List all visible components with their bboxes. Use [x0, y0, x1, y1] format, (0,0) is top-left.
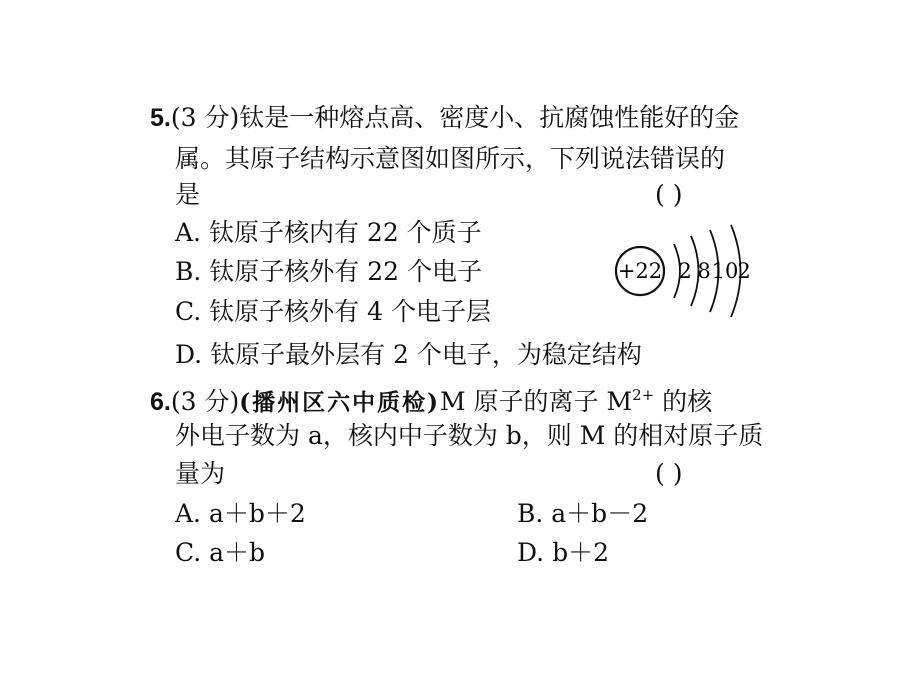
q6-number: 6.	[150, 388, 171, 416]
q6-source: (播州区六中质检)	[239, 389, 440, 416]
option-text: a＋b－2	[551, 499, 649, 528]
q5-option-b	[175, 257, 482, 287]
q5-stem-1: 钛是一种熔点高、密度小、抗腐蚀性能好的金	[239, 103, 740, 132]
option-label: D.	[517, 538, 545, 567]
q5-line1	[150, 103, 739, 133]
q6-option-b	[517, 499, 648, 529]
q6-answer-blank: ( )	[655, 459, 683, 488]
q5-number: 5.	[150, 104, 171, 132]
q6-ion-charge: 2+	[632, 386, 655, 404]
q6-stem-1: M 原子的离子 M	[440, 387, 633, 416]
shell-electron-count: 10	[711, 259, 739, 283]
option-text: 钛原子核外有 4 个电子层	[209, 297, 491, 326]
option-label: B.	[175, 257, 202, 286]
q6-option-d	[517, 538, 609, 568]
option-label: C.	[175, 538, 202, 567]
option-text: a＋b	[209, 538, 266, 567]
q5-option-a	[175, 218, 482, 248]
q6-option-c	[175, 538, 265, 568]
q6-stem-3: 量为	[175, 459, 226, 488]
q6-stem-2: 外电子数为 a，核内中子数为 b，则 M 的相对原子质	[175, 421, 764, 450]
option-label: C.	[175, 297, 202, 326]
option-label: B.	[517, 499, 544, 528]
option-label: A.	[175, 499, 202, 528]
atom-structure-diagram	[612, 222, 762, 322]
shell-electron-count: 2	[678, 259, 692, 283]
option-label: A.	[175, 218, 202, 247]
q6-score: (3 分)	[170, 387, 240, 416]
option-text: 钛原子核内有 22 个质子	[208, 218, 482, 247]
option-label: D.	[175, 340, 203, 369]
option-text: 钛原子核外有 22 个电子	[209, 257, 482, 286]
shell-electron-count: 2	[737, 259, 751, 283]
option-text: a＋b＋2	[208, 499, 306, 528]
q6-option-a	[175, 499, 306, 529]
q5-stem-3: 是	[175, 180, 201, 209]
q6-line1	[150, 380, 712, 418]
q5-option-c	[175, 297, 491, 327]
option-text: b＋2	[552, 538, 609, 567]
q5-stem-2: 属。其原子结构示意图如图所示，下列说法错误的	[175, 144, 726, 173]
q6-stem-1-tail: 的核	[654, 387, 713, 416]
nucleus-charge: +22	[617, 259, 663, 283]
shell-electron-count: 8	[697, 259, 711, 283]
q5-answer-blank: ( )	[655, 180, 683, 209]
q5-option-d	[175, 340, 642, 370]
option-text: 钛原子最外层有 2 个电子，为稳定结构	[210, 340, 642, 369]
q5-score: (3 分)	[170, 103, 240, 132]
